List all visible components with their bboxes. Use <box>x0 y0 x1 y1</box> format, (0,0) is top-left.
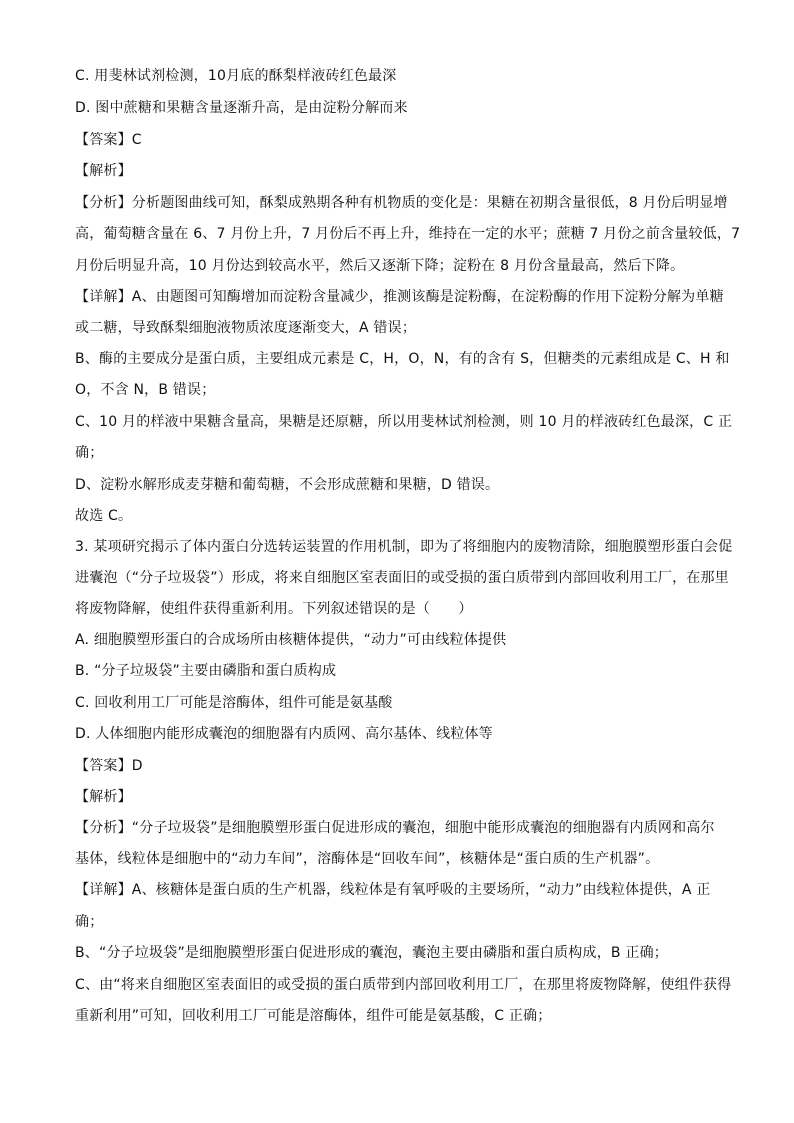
analysis-text-line: 高，葡萄糖含量在 6、7 月份上升，7 月份后不再上升，维持在一定的水平；蔗糖 7 月份之前含量较低，7 <box>75 226 741 242</box>
option-c-line: C. 回收利用工厂可能是溶酶体，组件可能是氨基酸 <box>75 695 393 711</box>
detail-text-line: D、淀粉水解形成麦芽糖和葡萄糖，不会形成蔗糖和果糖，D 错误。 <box>75 477 500 493</box>
option-c-line: C. 用斐林试剂检测，10月底的酥梨样液砖红色最深 <box>75 68 397 84</box>
question-3-line: 进囊泡（“分子垃圾袋”）形成，将来自细胞区室表面旧的或受损的蛋白质带到内部回收利用工厂，在那里 <box>75 570 729 586</box>
detail-text-line: 重新利用”可知，回收利用工厂可能是溶酶体，组件可能是氨基酸，C 正确； <box>75 1008 552 1024</box>
analysis-label: 【解析】 <box>75 163 132 179</box>
detail-text-line: 【详解】A、由题图可知酶增加而淀粉含量减少，推测该酶是淀粉酶，在淀粉酶的作用下淀粉分解为单糖 <box>75 289 724 305</box>
analysis-text-line: 月份后明显升高，10 月份达到较高水平，然后又逐渐下降；淀粉在 8 月份含量最高，然后下降。 <box>75 258 685 274</box>
detail-text-line: 【详解】A、核糖体是蛋白质的生产机器，线粒体是有氧呼吸的主要场所，“动力”由线粒体提供，A 正 <box>75 882 711 898</box>
analysis-text-line: 【分析】分析题图曲线可知，酥梨成熟期各种有机物质的变化是：果糖在初期含量很低，8 月份后明显增 <box>75 195 728 211</box>
option-d-line: D. 图中蔗糖和果糖含量逐渐升高，是由淀粉分解而来 <box>75 100 408 116</box>
question-3-line: 将废物降解，使组件获得重新利用。下列叙述错误的是（ ） <box>75 601 473 617</box>
conclusion-line: 故选 C。 <box>75 508 133 524</box>
detail-text-line: C、10 月的样液中果糖含量高，果糖是还原糖，所以用斐林试剂检测，则 10 月的样液砖红色最深，C 正 <box>75 414 733 430</box>
analysis-text-line: 基体，线粒体是细胞中的“动力车间”，溶酶体是“回收车间”，核糖体是“蛋白质的生产机器”。 <box>75 851 660 867</box>
answer-label: 【答案】C <box>75 132 142 148</box>
analysis-label: 【解析】 <box>75 789 132 805</box>
detail-text-line: B、酶的主要成分是蛋白质，主要组成元素是 C，H，O，N，有的含有 S，但糖类的元素组成是 C、H 和 <box>75 351 730 367</box>
detail-text-line: 确； <box>75 445 104 461</box>
detail-text-line: C、由“将来自细胞区室表面旧的或受损的蛋白质带到内部回收利用工厂，在那里将废物降解，使组件获得 <box>75 977 732 993</box>
detail-text-line: O，不含 N，B 错误； <box>75 382 216 398</box>
answer-label: 【答案】D <box>75 758 143 774</box>
option-d-line: D. 人体细胞内能形成囊泡的细胞器有内质网、高尔基体、线粒体等 <box>75 726 493 742</box>
option-a-line: A. 细胞膜塑形蛋白的合成场所由核糖体提供，“动力”可由线粒体提供 <box>75 632 507 648</box>
option-b-line: B. “分子垃圾袋”主要由磷脂和蛋白质构成 <box>75 663 337 679</box>
detail-text-line: 或二糖，导致酥梨细胞液物质浓度逐渐变大，A 错误； <box>75 320 417 336</box>
question-3-line: 3. 某项研究揭示了体内蛋白分选转运装置的作用机制，即为了将细胞内的废物清除，细胞膜塑形蛋白会促 <box>75 539 733 555</box>
detail-text-line: 确； <box>75 914 104 930</box>
analysis-text-line: 【分析】“分子垃圾袋”是细胞膜塑形蛋白促进形成的囊泡，细胞中能形成囊泡的细胞器有内质网和高尔 <box>75 820 715 836</box>
detail-text-line: B、“分子垃圾袋”是细胞膜塑形蛋白促进形成的囊泡，囊泡主要由磷脂和蛋白质构成，B 正确； <box>75 945 668 961</box>
